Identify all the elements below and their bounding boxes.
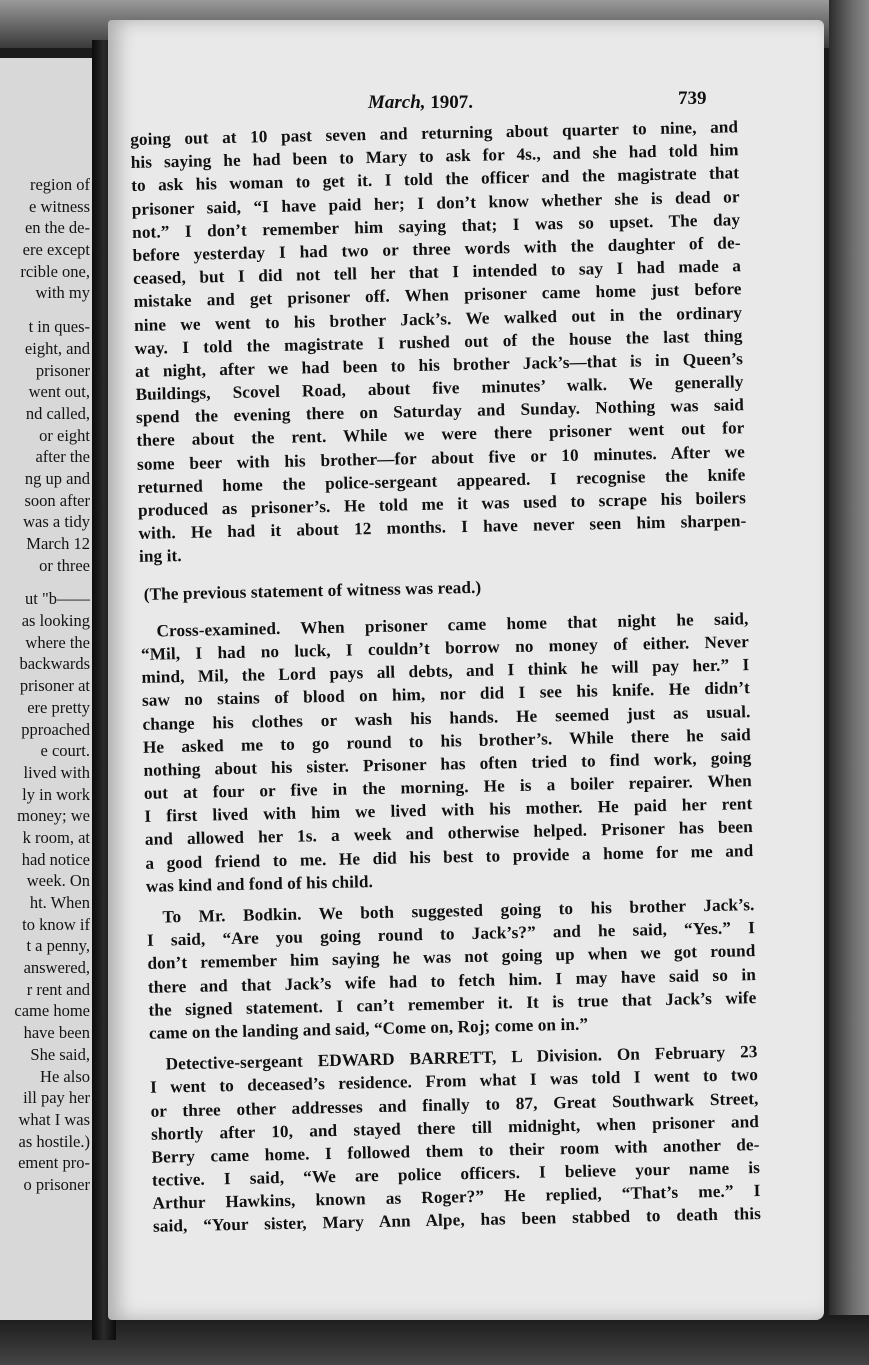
facing-page-line: eight, and <box>24 338 90 358</box>
body-text <box>130 115 761 1238</box>
facing-page-line: ement pro- <box>18 1153 90 1173</box>
text-line: Arthur Hawkins, known as Roger?” He replied, “That’s me.” I <box>152 1181 761 1214</box>
facing-page-line: as hostile.) <box>18 1131 90 1151</box>
scan-backdrop-bottom <box>0 1315 869 1365</box>
facing-page-line: pproached <box>21 719 90 739</box>
facing-page-line: She said, <box>30 1044 90 1064</box>
text-line: produced as prisoner’s. He told me it was used to scrape his boilers <box>137 488 747 520</box>
text-line: to ask his woman to get it. I told the officer and the magistrate that <box>131 163 740 196</box>
text-line: or three other addresses and finally to 87, Great Southwark Street, <box>150 1088 759 1121</box>
text-line: “Mil, I had no luck, I couldn’t borrow no money of either. Never <box>140 632 750 664</box>
paragraph-testimony-continued <box>130 115 747 568</box>
text-line: said, “Your sister, Mary Ann Alpe, has been stabbed to death this <box>152 1204 762 1237</box>
facing-page-line: r rent and <box>26 979 90 999</box>
text-line: spend the evening there on Saturday and Sunday. Nothing was said <box>135 395 745 428</box>
text-line: a good friend to me. He did his best to provide a home for me and <box>145 840 754 873</box>
text-line: with. He had it about 12 months. I have never seen him sharpen- <box>138 511 747 544</box>
running-head-year: 1907. <box>430 92 474 113</box>
paragraph-detective-sergeant-barrett <box>149 1040 761 1238</box>
facing-page-line: rcible one, <box>20 261 90 281</box>
text-line: some beer with his brother—for about five or 10 minutes. After we <box>136 441 746 474</box>
facing-page-text-fragments <box>0 174 90 1196</box>
paragraph-to-mr-bodkin <box>146 893 757 1045</box>
text-line: nothing about his sister. Prisoner has often tried to find work, going <box>143 748 752 780</box>
text-line: nine we went to his brother Jack’s. We walked out in the ordinary <box>133 302 743 335</box>
main-page <box>108 20 824 1320</box>
facing-page-line: lived with <box>23 762 90 782</box>
scan-backdrop-right <box>829 0 869 1365</box>
text-line: his saying he had been to Mary to ask for 4s., and she had told him <box>130 140 739 173</box>
text-line: returned home the police-sergeant appeared. I recognise the knife <box>137 465 746 497</box>
text-line: not.” I don’t remember him saying that; I was so upset. The day <box>131 209 741 242</box>
text-line: going out at 10 past seven and returning about quarter to nine, and <box>130 117 739 149</box>
facing-page-line: week. On <box>26 871 90 891</box>
text-line: prisoner said, “I have paid her; I don’t know whether she is dead or <box>131 186 740 219</box>
facing-page-line: t in ques- <box>28 317 90 337</box>
facing-page-line: to know if <box>22 914 90 934</box>
facing-page-line: nd called, <box>25 403 90 423</box>
facing-page-line: soon after <box>24 490 90 510</box>
facing-page-line: as looking <box>21 611 90 631</box>
text-line: saw no stains of blood on him, nor did I see his knife. He didn’t <box>141 678 751 711</box>
facing-page-line: o prisoner <box>23 1174 90 1194</box>
text-line: I said, “Are you going round to Jack’s?” and he said, “Yes.” I <box>146 918 756 951</box>
facing-page-line: went out, <box>28 382 90 402</box>
text-line: mind, Mil, the Lord pays all debts, and I think he will pay her.” I <box>141 655 750 688</box>
facing-page-line: where the <box>25 632 90 652</box>
text-line: Cross-examined. When prisoner came home that night he said, <box>156 608 749 641</box>
facing-page-line: ng up and <box>24 468 90 488</box>
facing-page-line: ere except <box>22 240 90 260</box>
facing-page-line: backwards <box>19 654 90 674</box>
text-line: at night, after we had been to his brother Jack’s—that is in Queen’s <box>134 349 744 381</box>
facing-page-line: after the <box>35 447 90 467</box>
text-line: came on the landing and said, “Come on, Roj; come on in.” <box>148 1014 589 1043</box>
text-line: Berry came home. I followed them to their room with another de- <box>151 1134 760 1167</box>
facing-page-line: ht. When <box>29 893 90 912</box>
facing-page-line: have been <box>23 1023 90 1043</box>
text-line: before yesterday I had two or three words with the daughter of de- <box>132 233 741 265</box>
facing-page-line: e court. <box>40 741 90 761</box>
facing-page-line: or three <box>39 555 90 575</box>
text-line: and allowed her 1s. a week and otherwise helped. Prisoner has been <box>144 817 753 850</box>
facing-page-line: or eight <box>39 425 90 445</box>
facing-page-line: k room, at <box>22 827 90 847</box>
facing-page-line: what I was <box>18 1109 90 1129</box>
statement-read-note: (The previous statement of witness was read.) <box>143 577 482 604</box>
facing-page-line: March 12 <box>26 534 90 553</box>
text-line: don’t remember him saying he was not going up when we got round <box>147 941 756 974</box>
text-line: To Mr. Bodkin. We both suggested going to his brother Jack’s. <box>162 895 755 927</box>
running-head <box>368 92 473 114</box>
text-line: out at four or five in the morning. He is a boiler repairer. When <box>143 771 753 803</box>
text-line: change his clothes or wash his hands. He seemed just as usual. <box>142 701 751 734</box>
text-line: mistake and get prisoner off. When prisoner came home just before <box>133 279 742 312</box>
facing-page-line: en the de- <box>24 218 90 238</box>
facing-page-line: came home <box>14 1001 90 1021</box>
facing-page-line: ly in work <box>22 784 90 804</box>
text-line: Detective-sergeant EDWARD BARRETT, L Division. On February 23 <box>165 1042 758 1074</box>
facing-page-line: was a tidy <box>23 512 90 532</box>
running-head-month: March, <box>368 92 426 113</box>
text-line: ing it. <box>138 546 182 567</box>
facing-page-line <box>0 304 90 316</box>
text-line: the signed statement. I can’t remember it. It is true that Jack’s wife <box>148 987 757 1020</box>
facing-page-line: prisoner <box>35 360 90 380</box>
facing-page-line: He also <box>40 1066 90 1086</box>
text-line: I first lived with him we lived with his mother. He paid her rent <box>144 794 753 827</box>
facing-page-line <box>0 576 90 588</box>
facing-page-line: ere pretty <box>27 697 90 717</box>
text-line: Buildings, Scovel Road, about five minutes’ walk. We generally <box>135 372 744 405</box>
facing-page-line: answered, <box>23 958 90 978</box>
facing-page-line: e witness <box>29 196 90 216</box>
facing-page-line: region of <box>29 175 90 194</box>
text-line: way. I told the magistrate I rushed out of the house the last thing <box>134 325 743 358</box>
paragraph-cross-examined <box>140 607 754 898</box>
text-line: was kind and fond of his child. <box>145 871 374 896</box>
text-line: I went to deceased’s residence. From what I was told I went to two <box>149 1065 759 1098</box>
text-line: ceased, but I did not tell her that I intended to say I had made a <box>132 256 742 289</box>
facing-page-line: t a penny, <box>26 936 90 956</box>
facing-page-line: ut "b—— <box>25 589 90 609</box>
text-line: there and that Jack’s wife had to fetch him. I may have said so in <box>147 964 757 997</box>
facing-page-left <box>0 58 104 1320</box>
text-line: He asked me to go round to his brother’s. While there he said <box>142 724 752 757</box>
text-line: tective. I said, “We are police officers. I believe your name is <box>151 1158 761 1190</box>
facing-page-line: prisoner at <box>19 676 90 696</box>
page-number: 739 <box>678 88 707 109</box>
text-line: shortly after 10, and stayed there till midnight, when prisoner and <box>150 1111 760 1144</box>
text-line: there about the rent. While we were there prisoner went out for <box>136 418 745 451</box>
facing-page-line: with my <box>35 283 90 303</box>
facing-page-line: money; we <box>17 806 90 826</box>
facing-page-line: ill pay her <box>23 1088 90 1108</box>
facing-page-line: had notice <box>21 849 90 869</box>
